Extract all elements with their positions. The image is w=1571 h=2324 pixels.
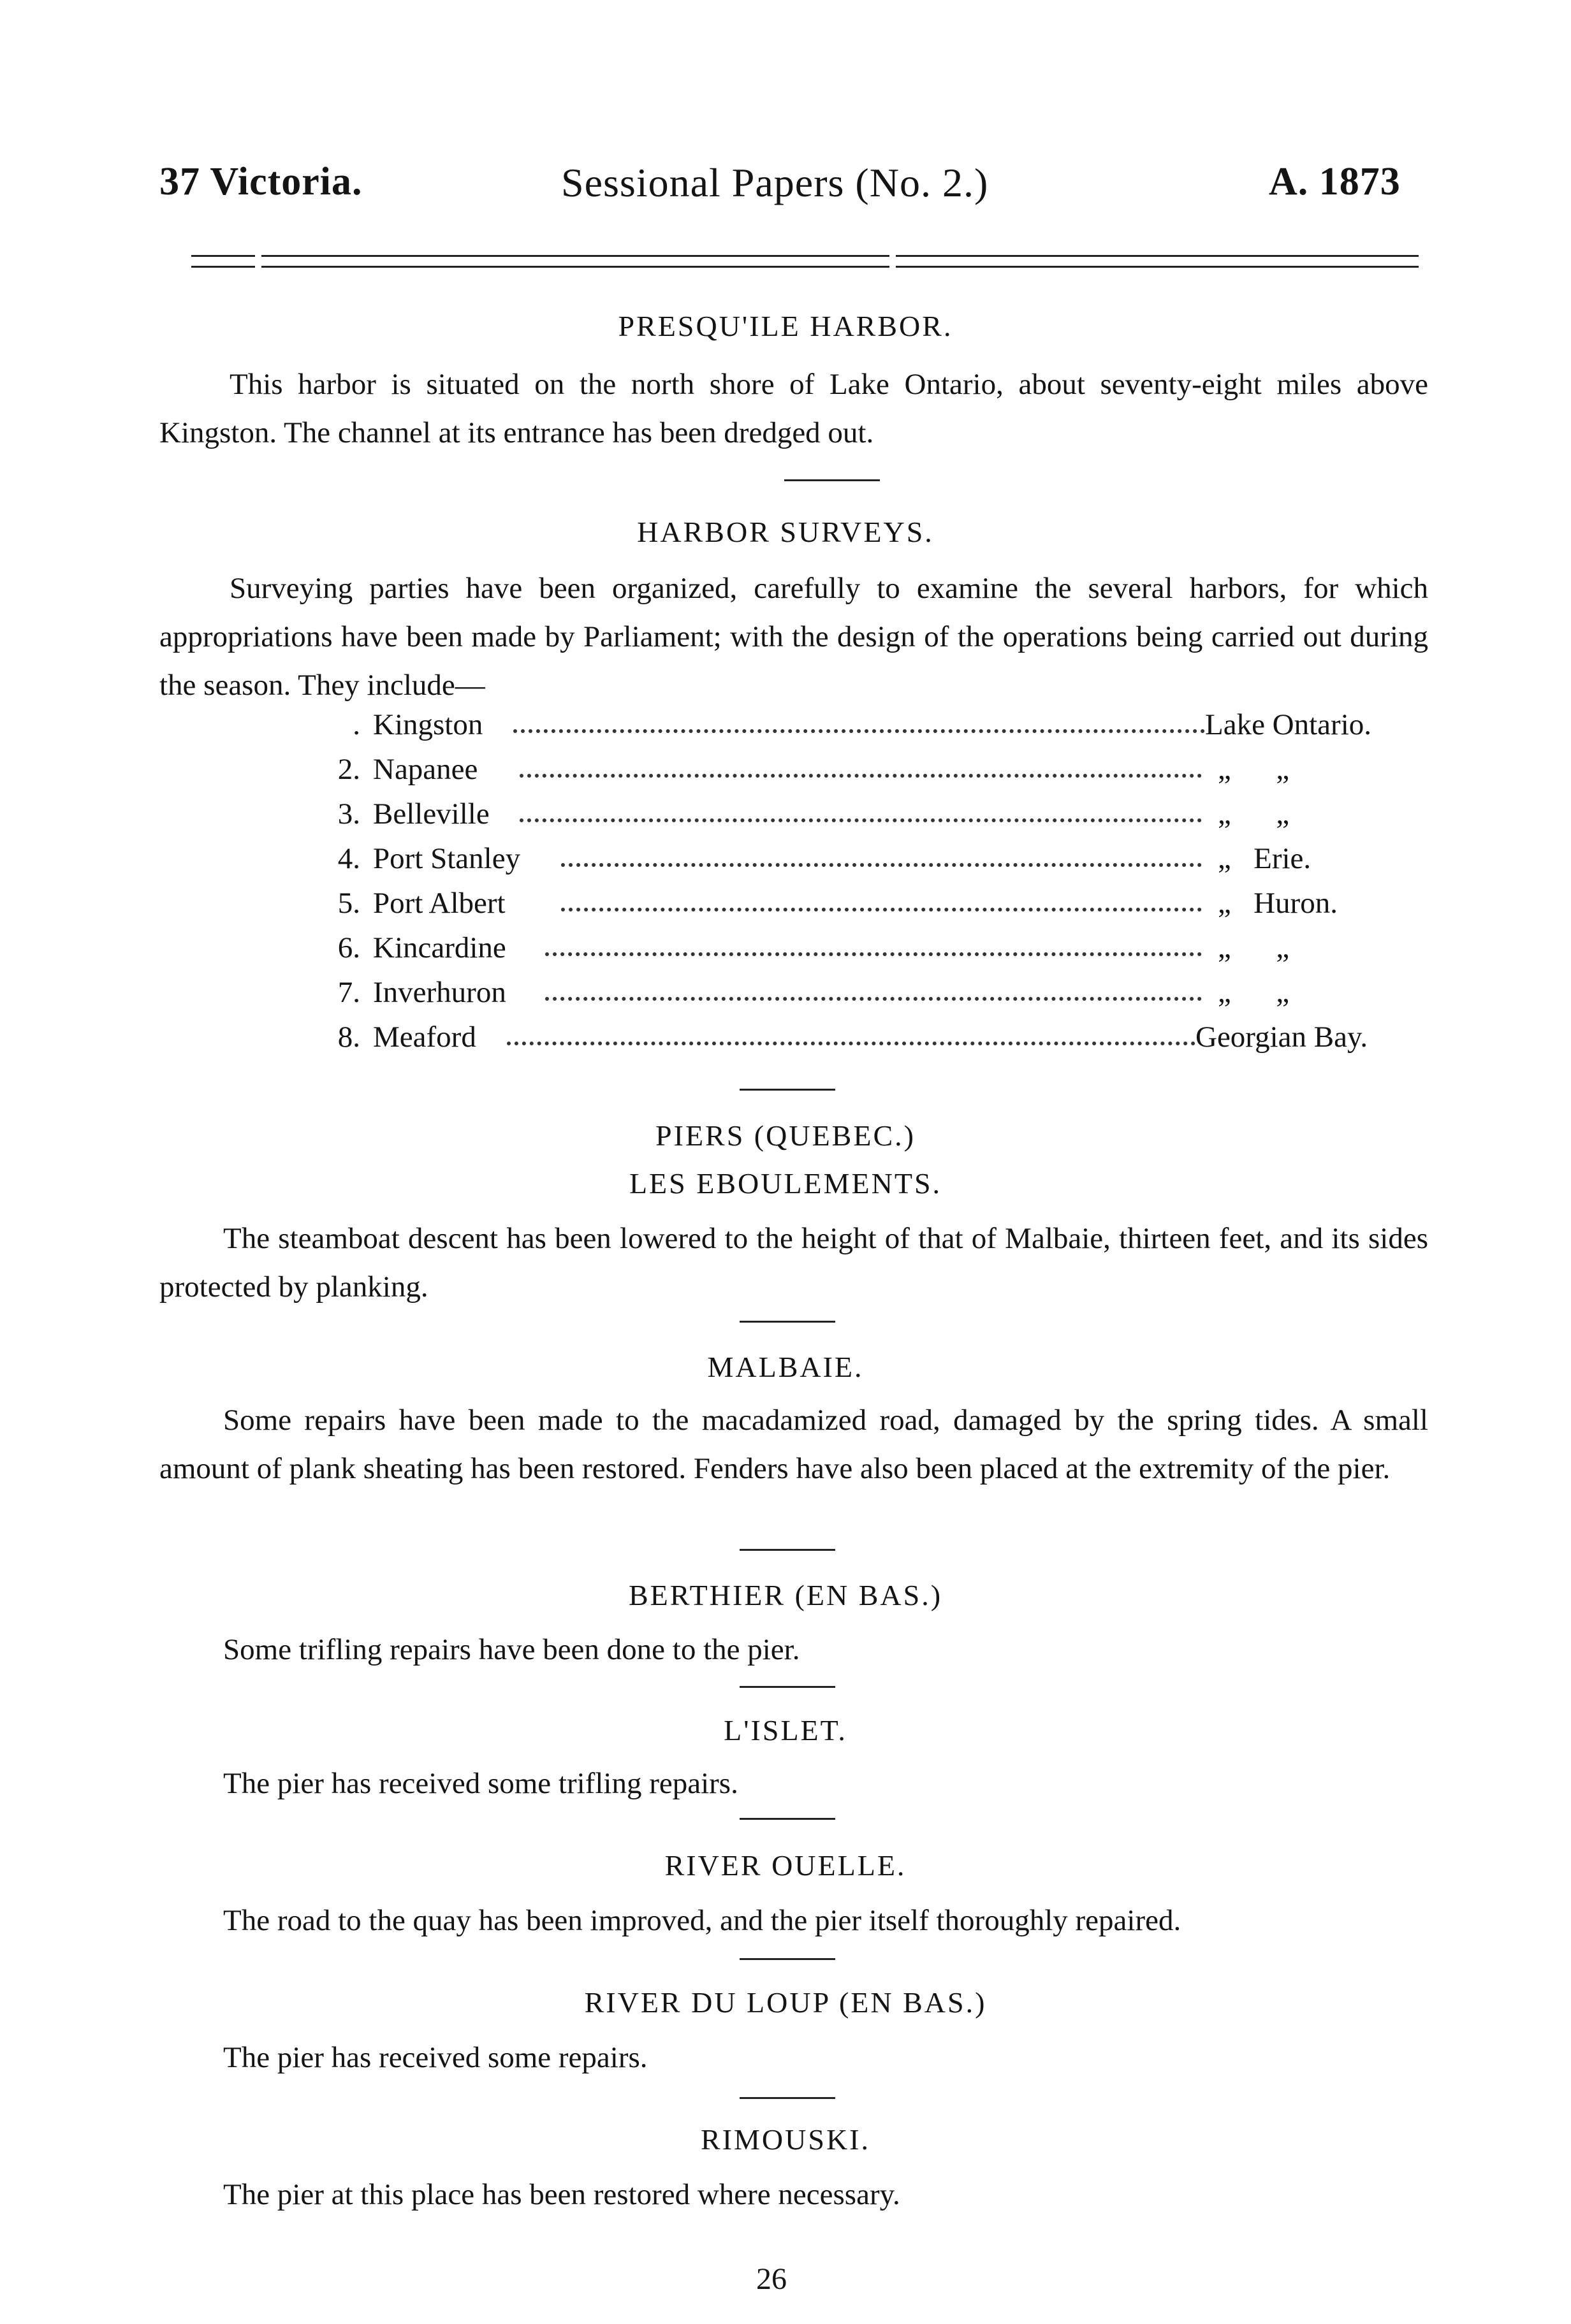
list-lake: Georgian Bay.	[1195, 1020, 1368, 1054]
running-head-left: 37 Victoria.	[159, 160, 363, 203]
list-lake: „ „	[1218, 976, 1290, 1009]
section-divider	[740, 1686, 835, 1688]
dot-leader	[545, 997, 1202, 1001]
section-paragraph: The road to the quay has been improved, and the pier itself thoroughly repaired.	[223, 1904, 1181, 1937]
section-heading: RIVER OUELLE.	[664, 1849, 907, 1882]
list-place: Meaford	[373, 1020, 476, 1054]
list-place: Port Stanley	[373, 842, 521, 875]
section-heading: HARBOR SURVEYS.	[637, 516, 934, 548]
section-divider	[784, 479, 880, 481]
section-heading: MALBAIE.	[707, 1351, 864, 1383]
section-paragraph: The pier has received some repairs.	[223, 2041, 648, 2074]
list-number: 7.	[337, 976, 360, 1009]
list-lake: „ „	[1218, 753, 1290, 786]
list-place: Inverhuron	[373, 976, 506, 1009]
section-divider	[740, 1549, 835, 1551]
header-rule-right	[896, 255, 1419, 268]
list-number: 3.	[337, 797, 360, 831]
list-place: Kingston	[373, 708, 483, 741]
list-lake: „ „	[1218, 931, 1290, 964]
list-item	[322, 797, 1290, 835]
list-number: 4.	[337, 842, 360, 875]
section-divider	[740, 1321, 835, 1323]
header-rule-left	[191, 255, 255, 268]
section-divider	[740, 1818, 835, 1820]
section-heading: BERTHIER (EN BAS.)	[628, 1579, 943, 1611]
page-number: 26	[756, 2262, 787, 2296]
section-paragraph: Some repairs have been made to the macadamized road, damaged by the spring tides. A small amount of plank sheating has been restored. Fenders have also been placed at the extremity of the pier.	[159, 1404, 1428, 1485]
list-place: Napanee	[373, 753, 478, 786]
list-lake: „ „	[1218, 797, 1290, 831]
section-paragraph: Some trifling repairs have been done to the pier.	[223, 1633, 800, 1666]
list-number: 8.	[337, 1020, 360, 1054]
list-number: 2.	[337, 753, 360, 786]
list-item	[322, 708, 1372, 746]
list-number: 6.	[337, 931, 360, 964]
dot-leader	[520, 774, 1202, 778]
dot-leader	[520, 818, 1202, 822]
header-rule-middle	[261, 255, 889, 268]
list-item	[322, 931, 1290, 969]
section-paragraph: Surveying parties have been organized, carefully to examine the several harbors, for which appropriations have been made by Parliament; with the design of the operations being carried out during the season. They include—	[159, 572, 1428, 702]
section-divider	[740, 2097, 835, 2099]
section-heading: RIVER DU LOUP (EN BAS.)	[584, 1986, 987, 2019]
section-divider	[740, 1958, 835, 1960]
section-paragraph: This harbor is situated on the north shore of Lake Ontario, about seventy-eight miles above Kingston. The channel at its entrance has been dredged out.	[159, 368, 1428, 449]
dot-leader	[561, 863, 1202, 867]
section-divider	[740, 1089, 835, 1091]
list-number: 5.	[337, 887, 360, 920]
section-heading: PIERS (QUEBEC.)	[655, 1119, 916, 1152]
list-lake: Lake Ontario.	[1205, 708, 1372, 741]
section-heading: RIMOUSKI.	[701, 2123, 870, 2156]
list-item	[322, 975, 1290, 1013]
dot-leader	[513, 729, 1205, 733]
section-subheading: LES EBOULEMENTS.	[629, 1167, 942, 1200]
list-place: Belleville	[373, 797, 490, 831]
section-heading: L'ISLET.	[724, 1714, 847, 1747]
list-item	[322, 752, 1290, 790]
dot-leader	[545, 952, 1202, 956]
list-number: .	[353, 708, 360, 741]
list-item	[322, 1020, 1368, 1058]
section-paragraph: The pier has received some trifling repairs.	[223, 1767, 738, 1800]
dot-leader	[507, 1042, 1195, 1045]
list-item	[322, 841, 1312, 880]
section-heading: PRESQU'ILE HARBOR.	[618, 310, 953, 342]
list-lake: „ Erie.	[1218, 842, 1312, 875]
running-head-right: A. 1873	[1269, 160, 1401, 203]
dot-leader	[561, 908, 1202, 911]
list-place: Port Albert	[373, 887, 506, 920]
list-lake: „ Huron.	[1218, 887, 1338, 920]
list-item	[322, 886, 1338, 924]
running-head-title: Sessional Papers (No. 2.)	[561, 160, 989, 205]
list-place: Kincardine	[373, 931, 506, 964]
section-paragraph: The steamboat descent has been lowered to the height of that of Malbaie, thirteen feet, and its sides protected by planking.	[159, 1222, 1428, 1304]
section-paragraph: The pier at this place has been restored where necessary.	[223, 2178, 900, 2211]
